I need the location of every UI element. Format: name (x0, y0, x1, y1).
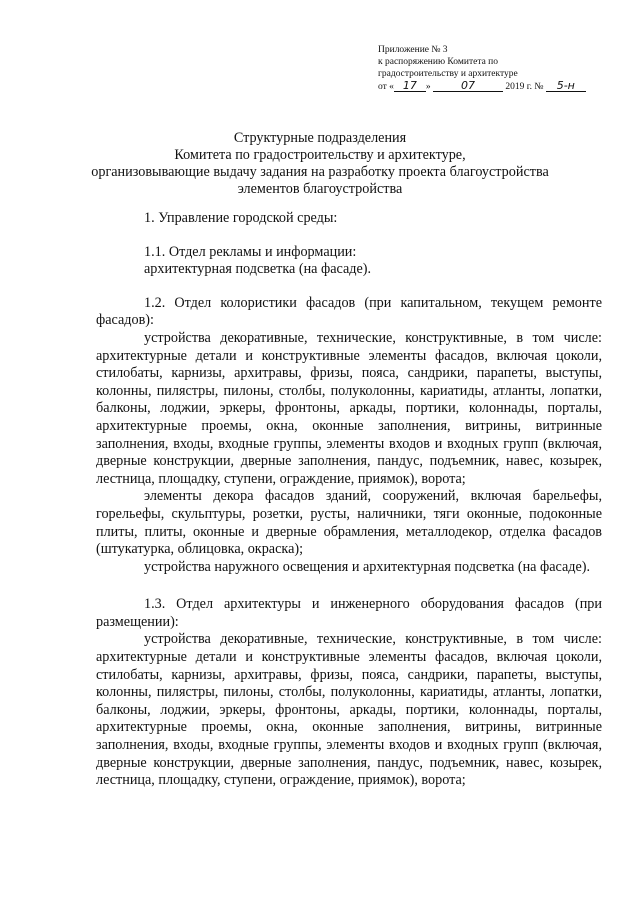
section-1-1-heading: 1.1. Отдел рекламы и информации: (144, 243, 357, 260)
document-body (96, 210, 602, 790)
annex-line-2: к распоряжению Комитета по (378, 57, 499, 67)
annex-line-3: градостроительству и архитектуре (378, 69, 518, 79)
spacer (96, 228, 602, 244)
annex-line-1: Приложение № 3 (378, 45, 448, 55)
annex-from-prefix: от « (378, 82, 394, 92)
spacer (96, 576, 602, 596)
section-1-3-item-1: устройства декоративные, технические, конструктивные, в том числе: архитектурные детали и конструктивные элементы фасадов, включая цоколи, стилобаты, карнизы, архитравы, фризы, пояса, сандрики, парапеты, выступы, колонны, пилястры, пилоны, столбы, полуколонны, кариатиды, атланты, лопатки, балконы, лоджии, эркеры, фронтоны, аркады, портики, колоннады, порталы, архитектурные проемы, окна, оконные заполнения, витрины, витринные заполнения, входы, входные группы, элементы входов и входных групп (включая, дверные конструкции, дверные заполнения, пандус, подъемник, навес, козырек, лестница, площадку, ступени, ограждение, приямок), ворота; (96, 631, 602, 789)
title-line-3: организовывающие выдачу задания на разработку проекта благоустройства (91, 164, 549, 180)
annex-date-line (378, 80, 586, 93)
annex-number-handwritten: 5-н (546, 80, 586, 92)
annex-header (378, 44, 586, 93)
document-title (80, 130, 560, 198)
section-1-2-item-1: устройства декоративные, технические, конструктивные, в том числе: архитектурные детали и конструктивные элементы фасадов, включая цоколи, стилобаты, карнизы, архитравы, фризы, пояса, сандрики, парапеты, выступы, колонны, пилястры, пилоны, столбы, полуколонны, кариатиды, атланты, лопатки, балконы, лоджии, эркеры, фронтоны, аркады, портики, колоннады, порталы, архитектурные проемы, окна, оконные заполнения, витрины, витринные заполнения, входы, входные группы, элементы входов и входных групп (включая, дверные конструкции, дверные заполнения, пандус, подъемник, навес, козырек, лестница, площадку, ступени, ограждение, приямок), ворота; (96, 329, 602, 487)
section-1-1-item: архитектурная подсветка (на фасаде). (144, 261, 372, 278)
annex-year-text: 2019 г. № (505, 82, 544, 92)
title-line-2: Комитета по градостроительству и архитектуре, (174, 147, 466, 163)
spacer (96, 279, 602, 295)
section-1-2-item-3: устройства наружного освещения и архитектурная подсветка (на фасаде). (144, 558, 591, 575)
annex-month-handwritten: 07 (433, 80, 503, 92)
title-line-4: элементов благоустройства (237, 181, 403, 197)
section-1-2-item-2: элементы декора фасадов зданий, сооружений, включая барельефы, горельефы, скульптуры, розетки, русты, наличники, тяги оконные, подоконные плиты, плиты, оконные и дверные обрамления, металлодекор, отделка фасадов (штукатурка, облицовка, окраска); (96, 488, 602, 558)
annex-day-handwritten: 17 (394, 80, 426, 92)
title-line-1: Структурные подразделения (233, 130, 407, 146)
section-1-3-heading: 1.3. Отдел архитектуры и инженерного оборудования фасадов (при размещении): (96, 596, 602, 630)
annex-quote-close: » (425, 82, 431, 92)
section-1-2-heading: 1.2. Отдел колористики фасадов (при капитальном, текущем ремонте фасадов): (96, 294, 602, 329)
section-1-heading: 1. Управление городской среды: (144, 210, 338, 226)
